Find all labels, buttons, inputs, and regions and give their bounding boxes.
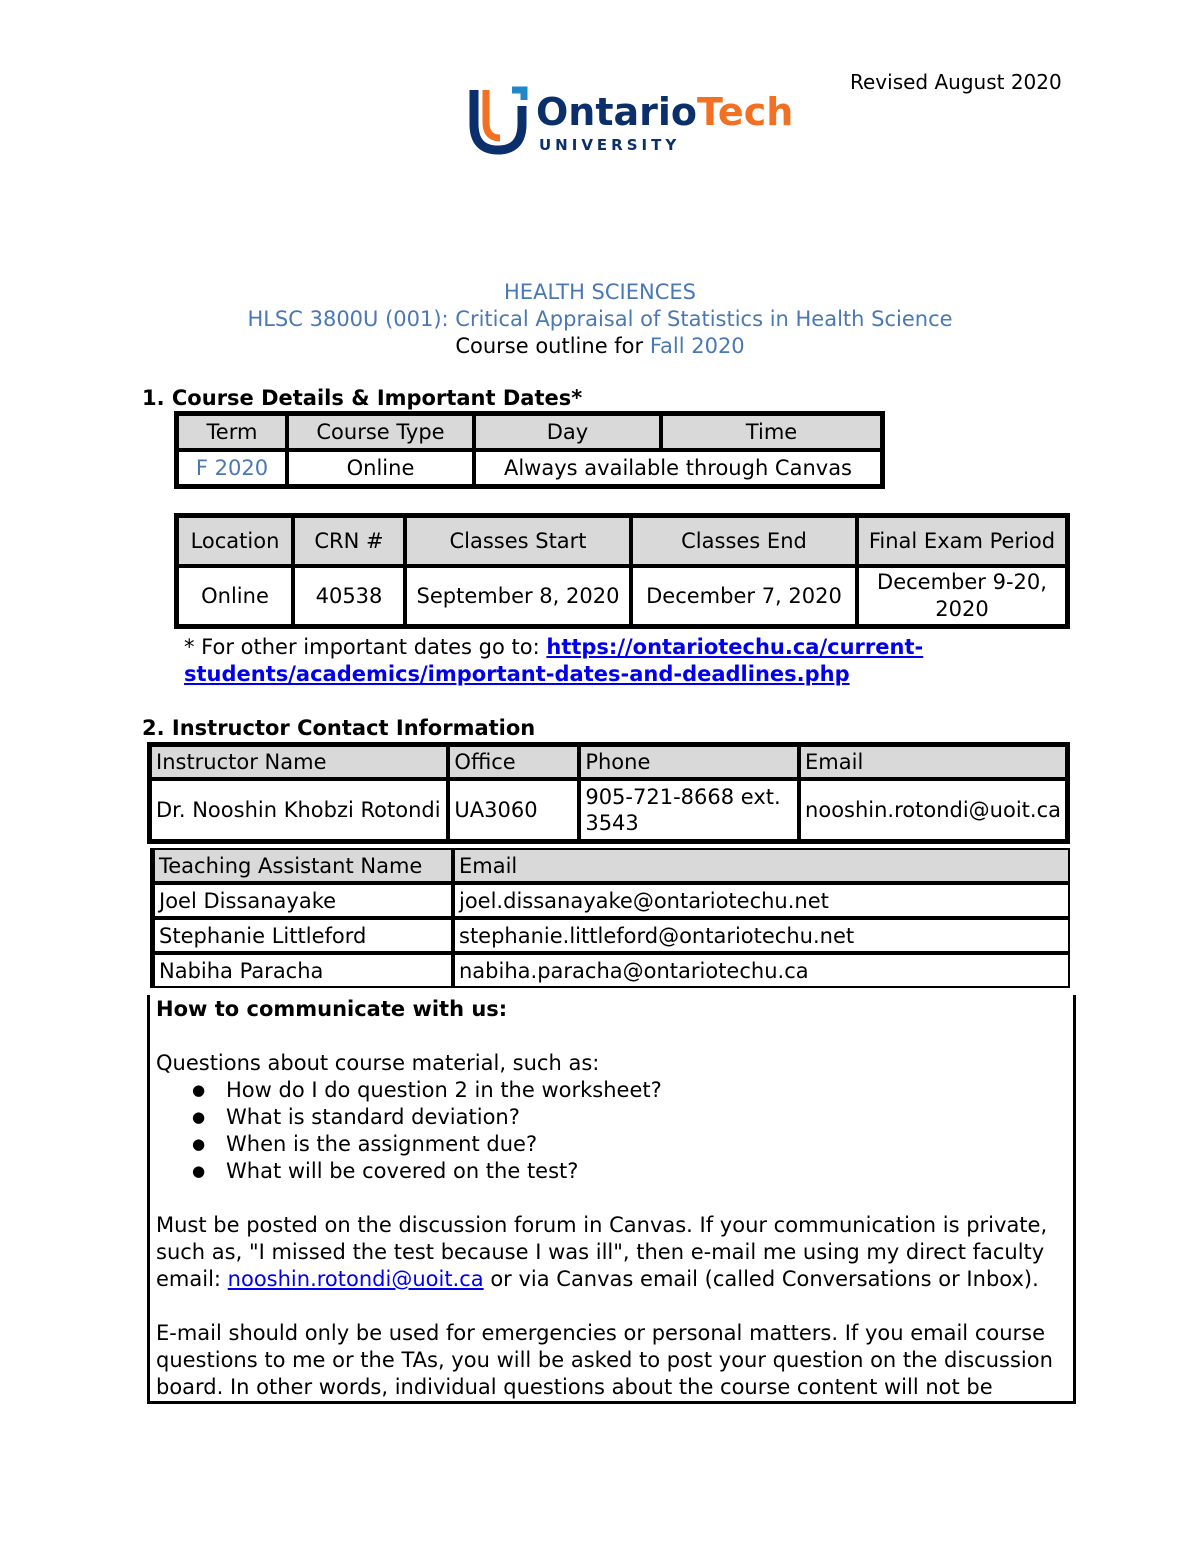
th-term: Term [177, 414, 287, 450]
th-classes-end: Classes End [631, 516, 857, 566]
section-2-heading: 2. Instructor Contact Information [142, 716, 536, 740]
revised-date: Revised August 2020 [850, 70, 1062, 94]
logo-shield-icon [438, 60, 798, 170]
th-final-exam: Final Exam Period [857, 516, 1067, 566]
th-ta-email: Email [453, 848, 1070, 883]
th-classes-start: Classes Start [405, 516, 631, 566]
th-ta-name: Teaching Assistant Name [153, 848, 453, 883]
important-dates-link-cont[interactable]: students/academics/important-dates-and-deadlines.php [184, 662, 850, 686]
section-1-heading: 1. Course Details & Important Dates* [142, 386, 583, 410]
communicate-para-1 [156, 1212, 1073, 1293]
svg-text:OntarioTech: OntarioTech [536, 90, 794, 134]
svg-text:UNIVERSITY: UNIVERSITY [539, 136, 681, 154]
day-time-value: Always available through Canvas [474, 450, 882, 486]
communicate-heading: How to communicate with us: [156, 997, 508, 1021]
instructor-office: UA3060 [448, 779, 579, 841]
ta-table [150, 848, 1070, 988]
para1-text-end: or via Canvas email (called Conversations or Inbox). [483, 1267, 1039, 1291]
para1-text: Must be posted on the discussion forum in Canvas. If your communication is private, such as, "I missed the test because I was ill", then e-mail me using my direct faculty email: [156, 1213, 1048, 1291]
course-type-value: Online [287, 450, 474, 486]
th-email: Email [799, 745, 1067, 779]
th-phone: Phone [579, 745, 799, 779]
communicate-intro: Questions about course material, such as: [156, 1051, 600, 1075]
course-outline-line [0, 333, 1200, 360]
important-dates-link[interactable]: https://ontariotechu.ca/current- [546, 635, 924, 659]
th-office: Office [448, 745, 579, 779]
communicate-para-2: E-mail should only be used for emergencies or personal matters. If you email course questions to me or the TAs, you will be asked to post your question on the discussion board. In other words, individual questions about the course content will not be [156, 1321, 1053, 1399]
instructor-phone: 905-721-8668 ext. 3543 [579, 779, 799, 841]
outline-term: Fall 2020 [649, 334, 745, 358]
course-title: HLSC 3800U (001): Critical Appraisal of Statistics in Health Science [247, 307, 953, 331]
dates-table [174, 513, 1070, 629]
final-exam-value: December 9-20, 2020 [857, 566, 1067, 626]
important-dates-note [184, 634, 1084, 688]
question-list [156, 1077, 1073, 1185]
instructor-email: nooshin.rotondi@uoit.ca [799, 779, 1067, 841]
instructor-table [147, 742, 1070, 844]
table-row [153, 883, 1070, 918]
ta-name: Stephanie Littleford [153, 918, 453, 953]
list-item: ● What is standard deviation? [226, 1104, 1073, 1131]
instructor-name: Dr. Nooshin Khobzi Rotondi [150, 779, 448, 841]
th-location: Location [177, 516, 293, 566]
ta-email: stephanie.littleford@ontariotechu.net [453, 918, 1070, 953]
ta-name: Nabiha Paracha [153, 953, 453, 988]
ta-name: Joel Dissanayake [153, 883, 453, 918]
crn-value: 40538 [293, 566, 405, 626]
location-value: Online [177, 566, 293, 626]
th-time: Time [661, 414, 882, 450]
list-item: ● What will be covered on the test? [226, 1158, 1073, 1185]
classes-start-value: September 8, 2020 [405, 566, 631, 626]
communication-box [147, 995, 1076, 1404]
list-item: ● When is the assignment due? [226, 1131, 1073, 1158]
department-title: HEALTH SCIENCES [504, 280, 696, 304]
th-course-type: Course Type [287, 414, 474, 450]
outline-prefix: Course outline for [455, 334, 644, 358]
note-prefix: * For other important dates go to: [184, 635, 547, 659]
th-day: Day [474, 414, 661, 450]
ta-email: joel.dissanayake@ontariotechu.net [453, 883, 1070, 918]
table-row [153, 953, 1070, 988]
list-item: ● How do I do question 2 in the worksheet? [226, 1077, 1073, 1104]
classes-end-value: December 7, 2020 [631, 566, 857, 626]
instructor-email-link[interactable]: nooshin.rotondi@uoit.ca [227, 1267, 484, 1291]
table-row [153, 918, 1070, 953]
course-details-table [174, 411, 885, 489]
term-value: F 2020 [177, 450, 287, 486]
ta-email: nabiha.paracha@ontariotechu.ca [453, 953, 1070, 988]
th-instructor-name: Instructor Name [150, 745, 448, 779]
university-logo [438, 60, 798, 170]
th-crn: CRN # [293, 516, 405, 566]
